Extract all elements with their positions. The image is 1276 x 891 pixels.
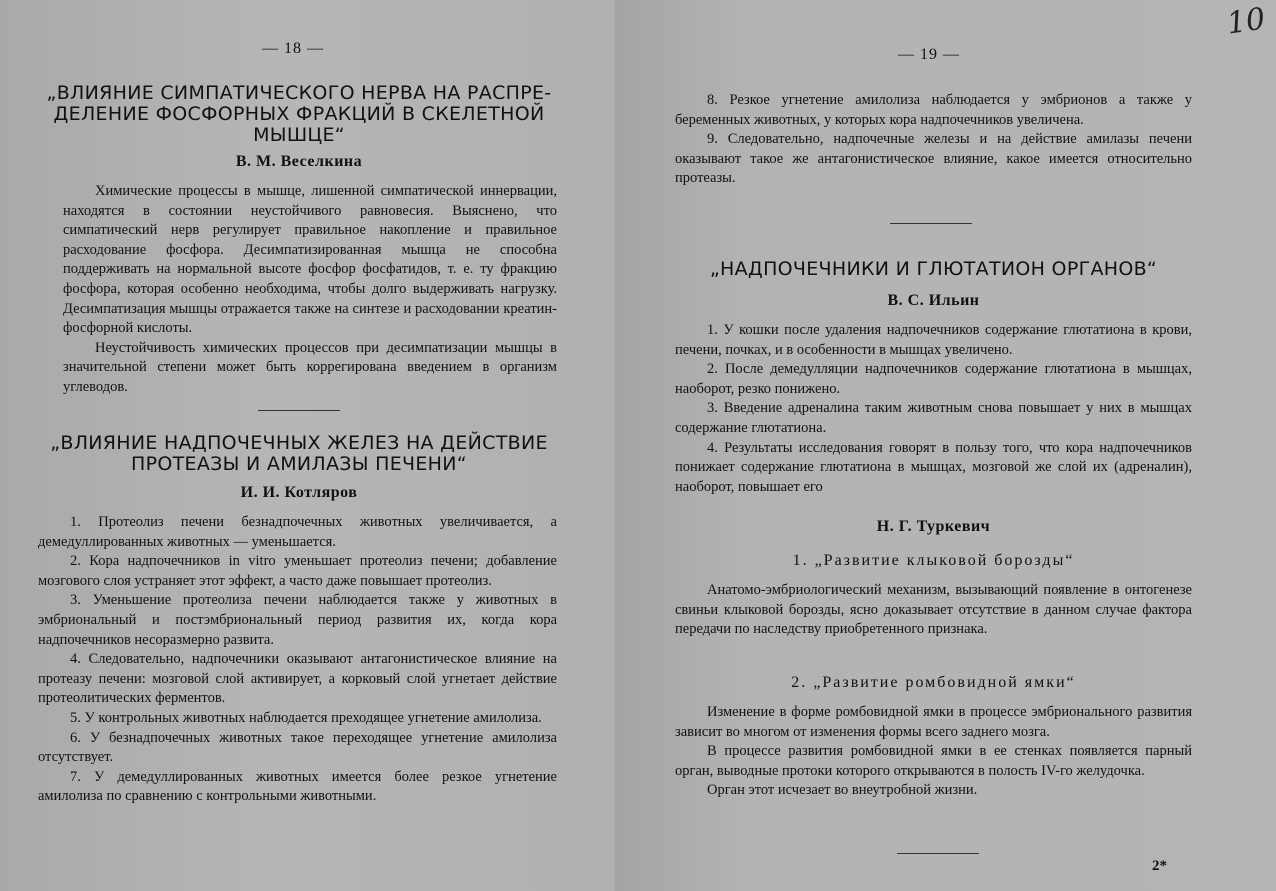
paragraph: 9. Следовательно, надпочечные железы и на действие амилазы печени оказывают такое же антагонистическое влияние, какое имеется относительно протеазы. — [675, 131, 1192, 187]
paragraph: 6. У безнадпочечных животных такое переходящее угнетение амилолиза отсутствует. — [38, 729, 557, 766]
title-line: ПРОТЕАЗЫ И АМИЛАЗЫ ПЕЧЕНИ“ — [131, 453, 467, 475]
paragraph: 3. Уменьшение протеолиза печени наблюдается также у животных в эмбриональный и постэмбриональный период развития их, когда кора надпочечников несоразмерно развита. — [38, 592, 557, 648]
page-number: — 19 — — [898, 46, 960, 63]
paragraph: 3. Введение адреналина таким животным снова повышает у них в мышцах содержание глютатиона. — [675, 400, 1192, 436]
paragraph: Химические процессы в мышце, лишенной симпатической иннервации, находятся в состоянии неустойчивого равновесия. Выяснено, что симпатический нерв регулирует правильное накопление и правильное расходование фосфора. Десимпатизированная мышца не способна поддерживать на нормальной высоте фосфор фосфатидов, т. е. ту фракцию фосфора, которая особенно необходима, чтобы долго выдерживать нагрузку. Десимпатизация мышцы отражается также на синтезе и расходовании креатин-фосфорной кислоты. — [63, 183, 557, 337]
section-title: 2. „Развитие ромбовидной ямки“ — [791, 674, 1076, 691]
paragraph: Изменение в форме ромбовидной ямки в процессе эмбрионального развития зависит во многом от изменения формы всего заднего мозга. — [675, 704, 1192, 740]
paragraph: 5. У контрольных животных наблюдается преходящее угнетение амилолиза. — [70, 709, 542, 726]
article-author: В. М. Веселкина — [235, 153, 363, 170]
article-author: И. И. Котляров — [240, 484, 358, 501]
paragraph: 4. Результаты исследования говорят в пользу того, что кора надпочечников понижает содержание глютатиона в мышцах, мозговой же слой их (адреналин), наоборот, повышает его — [675, 439, 1192, 495]
paragraph: Анатомо-эмбриологический механизм, вызывающий появление в онтогенезе свиньи клыковой борозды, ясно доказывает отсутствие в данном случае фактора передачи по наследству приобретенного признака. — [675, 582, 1192, 638]
article-body — [675, 321, 1192, 497]
article-title — [38, 83, 560, 146]
article-title — [38, 433, 560, 475]
title-line: МЫШЦЕ“ — [253, 124, 345, 146]
page-number: — 18 — — [262, 40, 324, 57]
article-title: „НАДПОЧЕЧНИКИ И ГЛЮТАТИОН ОРГАНОВ“ — [709, 258, 1158, 280]
paragraph: 2. После демедулляции надпочечников содержание глютатиона в мышцах, наоборот, резко понижено. — [675, 361, 1192, 397]
article-body — [38, 513, 557, 807]
paragraph: 4. Следовательно, надпочечники оказывают антагонистическое влияние на протеазу печени: мозговой слой активирует, а корковый слой угнетает действие протеолитических ферментов. — [38, 651, 557, 707]
paragraph: 8. Резкое угнетение амилолиза наблюдается у эмбрионов а также у беременных животных, у которых кора надпочечников увеличена. — [675, 92, 1192, 128]
article-body — [63, 182, 557, 398]
section-title: 1. „Развитие клыковой борозды“ — [792, 552, 1075, 569]
paragraph: 7. У демедуллированных животных имеется более резкое угнетение амилолиза по сравнению с контрольными животными. — [38, 768, 557, 805]
article-continuation — [675, 91, 1192, 189]
article-author: Н. Г. Туркевич — [876, 518, 991, 535]
section-divider — [258, 410, 340, 411]
section-divider — [890, 223, 972, 224]
paragraph: 1. Протеолиз печени безнадпочечных животных увеличивается, а демедуллированных животных — уменьшается. — [38, 514, 557, 550]
article-author: В. С. Ильин — [887, 292, 980, 309]
signature-mark: 2* — [1152, 858, 1167, 874]
paragraph: Орган этот исчезает во внеутробной жизни. — [707, 782, 978, 799]
paragraph: Неустойчивость химических процессов при десимпатизации мышцы в значительной степени может быть коррегирована введением в организм углеводов. — [63, 339, 557, 395]
paragraph: 1. У кошки после удаления надпочечников содержание глютатиона в крови, печени, почках, и в особенности в мышцах увеличено. — [675, 322, 1192, 358]
section-body — [675, 581, 1192, 640]
title-line: „ВЛИЯНИЕ СИМПАТИЧЕСКОГО НЕРВА НА РАСПРЕ- — [46, 82, 552, 104]
handwritten-page-mark: 10 — [1224, 1, 1268, 42]
left-page — [0, 0, 615, 891]
title-line: „ВЛИЯНИЕ НАДПОЧЕЧНЫХ ЖЕЛЕЗ НА ДЕЙСТВИЕ — [50, 432, 548, 454]
paragraph: В процессе развития ромбовидной ямки в ее стенках появляется парный орган, выводные протоки которого открываются в полость IV-го желудочка. — [675, 743, 1192, 779]
section-body — [675, 703, 1192, 801]
section-divider — [897, 853, 979, 854]
paragraph: 2. Кора надпочечников in vitro уменьшает протеолиз печени; добавление мозгового слоя устраняет этот эффект, а часто даже повышает протеолиз. — [38, 553, 557, 589]
right-page — [615, 0, 1276, 891]
title-line: ДЕЛЕНИЕ ФОСФОРНЫХ ФРАКЦИЙ В СКЕЛЕТНОЙ — [53, 103, 545, 125]
